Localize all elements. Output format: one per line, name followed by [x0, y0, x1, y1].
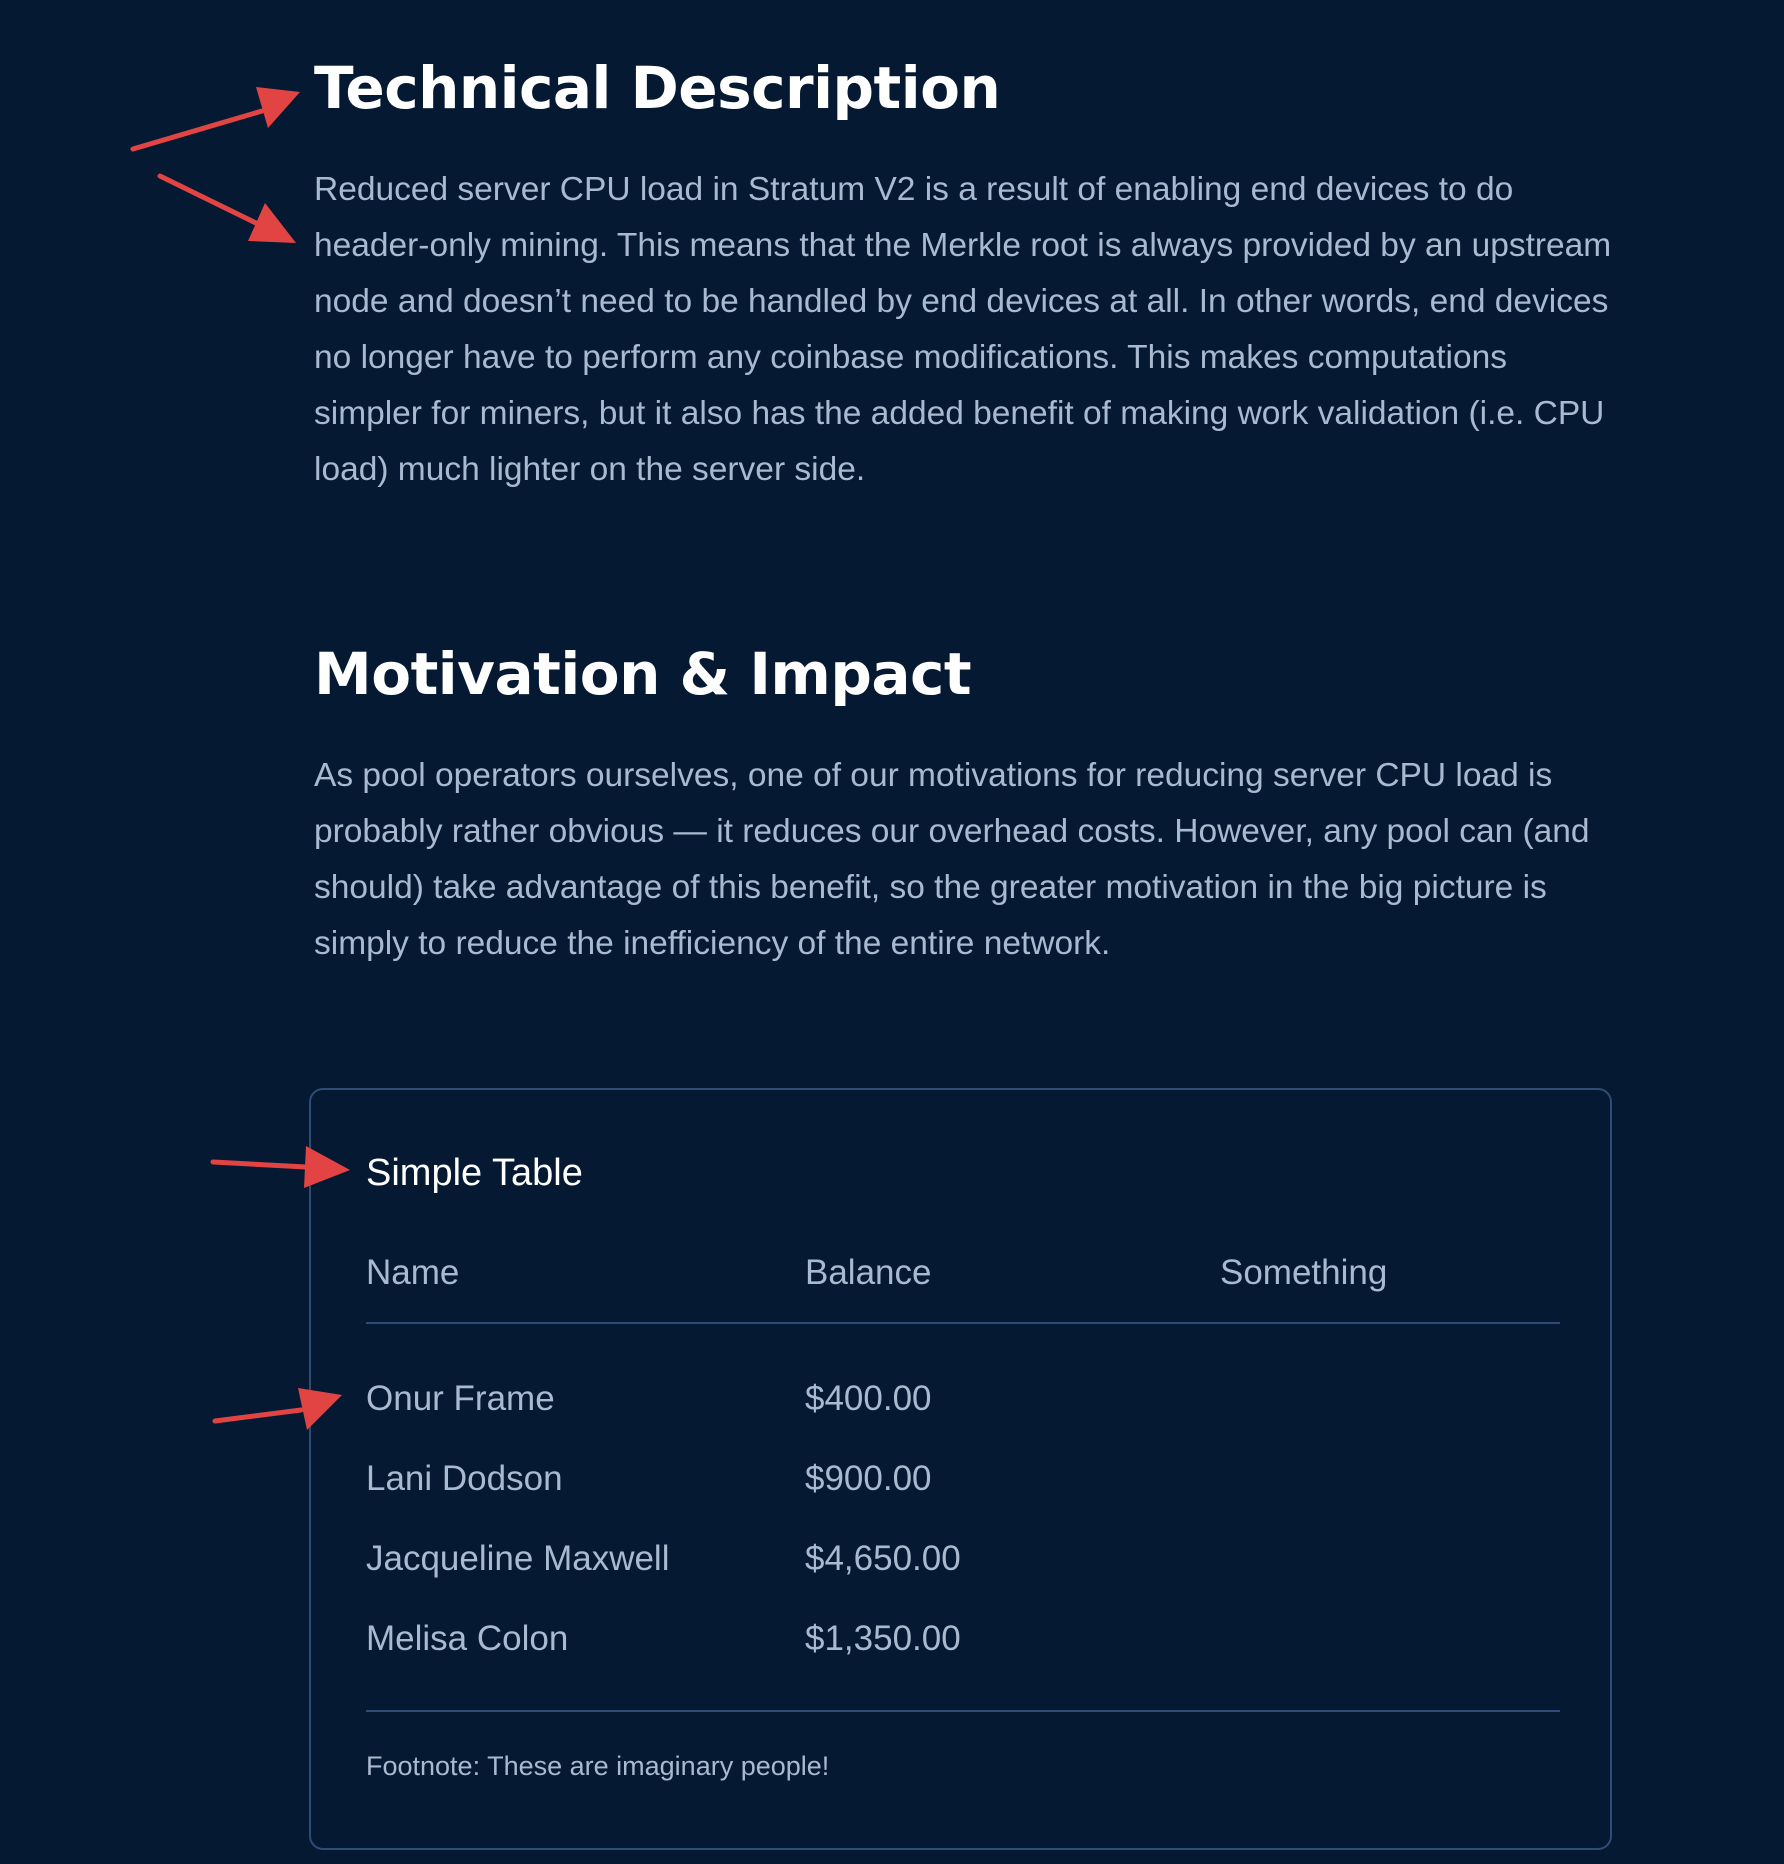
- motivation-impact-heading: Motivation & Impact: [314, 640, 972, 708]
- table-title: Simple Table: [366, 1152, 583, 1194]
- technical-description-heading: Technical Description: [314, 54, 1001, 122]
- arrow-to-table-row-icon: [215, 1388, 342, 1430]
- table-cell-name: Lani Dodson: [366, 1459, 563, 1498]
- arrow-to-table-title-icon: [213, 1146, 350, 1188]
- table-header-something: Something: [1220, 1253, 1388, 1292]
- arrow-to-heading-icon: [133, 87, 300, 149]
- table-cell-balance: $900.00: [805, 1459, 932, 1498]
- table-cell-balance: $4,650.00: [805, 1539, 961, 1578]
- table-cell-name: Jacqueline Maxwell: [366, 1539, 670, 1578]
- table-cell-balance: $1,350.00: [805, 1619, 961, 1658]
- table-footnote: Footnote: These are imaginary people!: [366, 1751, 830, 1781]
- table-header-name: Name: [366, 1253, 460, 1292]
- motivation-impact-paragraph: As pool operators ourselves, one of our motivations for reducing server CPU load is probably rather obvious — it reduces our overhead costs. However, any pool can (and should) take advantage of this benefit, so the greater motivation in the big picture is simply to reduce the inefficiency of the entire network.: [314, 757, 1590, 962]
- table-cell-name: Melisa Colon: [366, 1619, 569, 1658]
- table-cell-balance: $400.00: [805, 1379, 932, 1418]
- arrow-to-paragraph-icon: [160, 176, 296, 243]
- table-cell-name: Onur Frame: [366, 1379, 555, 1418]
- technical-description-paragraph: Reduced server CPU load in Stratum V2 is a result of enabling end devices to do header-only mining. This means that the Merkle root is always provided by an upstream node and doesn’t need to be handled by end devices at all. In other words, end devices no longer have to perform any coinbase modifications. This makes computations simpler for miners, but it also has the added benefit of making work validation (i.e. CPU load) much lighter on the server side.: [314, 171, 1612, 488]
- table-header-balance: Balance: [805, 1253, 932, 1292]
